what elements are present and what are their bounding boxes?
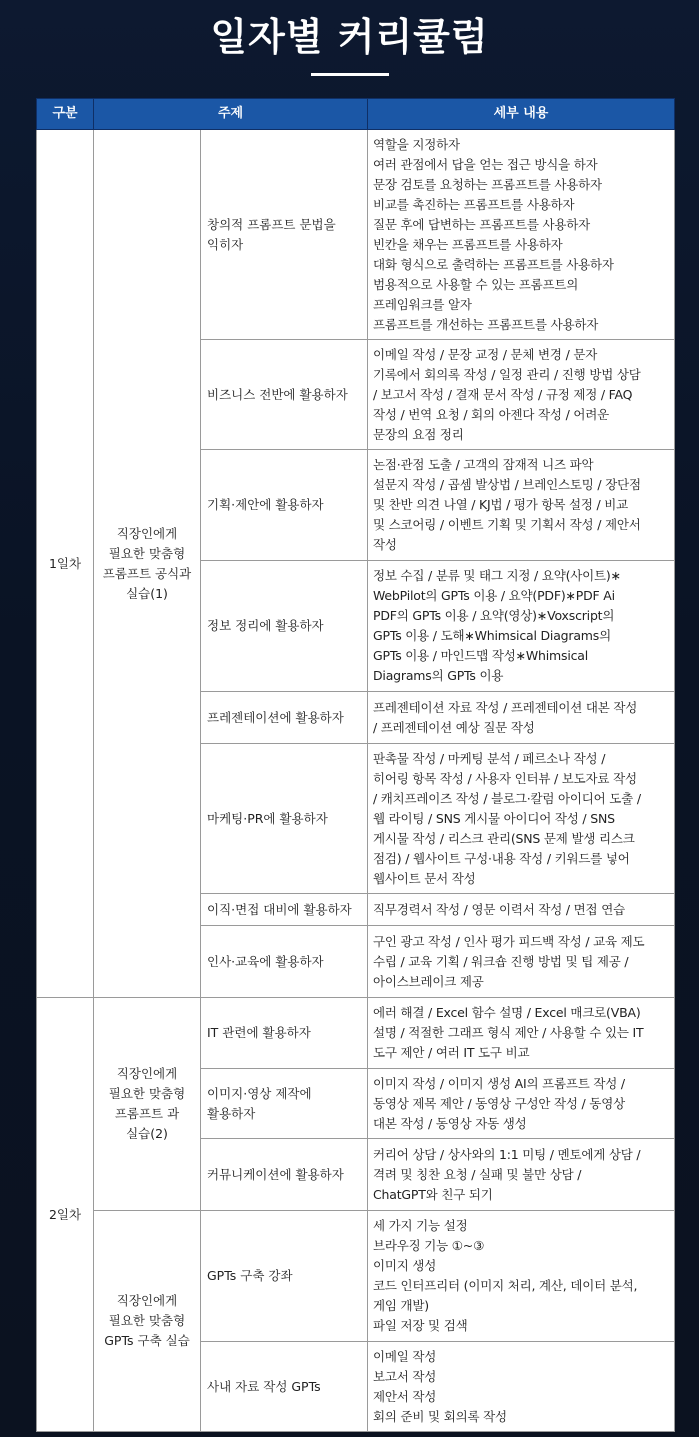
topic-cell: 창의적 프롬프트 문법을 익히자 <box>201 130 368 340</box>
detail-cell: 이메일 작성 보고서 작성 제안서 작성 회의 준비 및 회의록 작성 <box>368 1342 675 1432</box>
topic-cell: 이직·면접 대비에 활용하자 <box>201 894 368 926</box>
detail-cell: 이메일 작성 / 문장 교정 / 문체 변경 / 문자 기록에서 회의록 작성 / 일정 관리 / 진행 방법 상담 / 보고서 작성 / 결재 문서 작성 / 규정 제정 / FAQ 작성 / 번역 요청 / 회의 아젠다 작성 / 어려운 문장의 요점 정리 <box>368 340 675 450</box>
header-topic: 주제 <box>94 99 368 130</box>
detail-cell: 직무경력서 작성 / 영문 이력서 작성 / 면접 연습 <box>368 894 675 926</box>
detail-cell: 이미지 작성 / 이미지 생성 AI의 프롬프트 작성 / 동영상 제목 제안 / 동영상 구성안 작성 / 동영상 대본 작성 / 동영상 자동 생성 <box>368 1069 675 1139</box>
day-cell: 1일차 <box>37 130 94 998</box>
detail-cell: 프레젠테이션 자료 작성 / 프레젠테이션 대본 작성 / 프레젠테이션 예상 질문 작성 <box>368 692 675 744</box>
topic-cell: 마케팅·PR에 활용하자 <box>201 744 368 894</box>
category-cell: 직장인에게 필요한 맞춤형 프롬프트 공식과 실습(1) <box>94 130 201 998</box>
table-header-row <box>37 99 675 130</box>
table-row <box>37 130 675 340</box>
topic-cell: 정보 정리에 활용하자 <box>201 561 368 692</box>
header-detail: 세부 내용 <box>368 99 675 130</box>
topic-cell: 프레젠테이션에 활용하자 <box>201 692 368 744</box>
detail-cell: 구인 광고 작성 / 인사 평가 피드백 작성 / 교육 제도 수립 / 교육 기획 / 워크숍 진행 방법 및 팁 제공 / 아이스브레이크 제공 <box>368 926 675 998</box>
topic-cell: 이미지·영상 제작에 활용하자 <box>201 1069 368 1139</box>
title-underline <box>311 73 389 76</box>
category-cell: 직장인에게 필요한 맞춤형 프롬프트 과 실습(2) <box>94 998 201 1211</box>
topic-cell: 인사·교육에 활용하자 <box>201 926 368 998</box>
header-group: 구분 <box>37 99 94 130</box>
topic-cell: 기획·제안에 활용하자 <box>201 450 368 561</box>
detail-cell: 커리어 상담 / 상사와의 1:1 미팅 / 멘토에게 상담 / 격려 및 칭찬 요청 / 실패 및 불만 상담 / ChatGPT와 친구 되기 <box>368 1139 675 1211</box>
page-title: 일자별 커리큘럼 <box>210 15 489 59</box>
detail-cell: 판촉물 작성 / 마케팅 분석 / 페르소나 작성 / 히어링 항목 작성 / 사용자 인터뷰 / 보도자료 작성 / 캐치프레이즈 작성 / 블로그·칼럼 아이디어 도출 / 웹 라이팅 / SNS 게시물 아이디어 작성 / SNS 게시물 작성 / 리스크 관리(SNS 문제 발생 리스크 점검) / 웹사이트 구성·내용 작성 / 키워드를 넣어 웹사이트 문서 작성 <box>368 744 675 894</box>
detail-cell: 정보 수집 / 분류 및 태그 지정 / 요약(사이트)∗ WebPilot의 GPTs 이용 / 요약(PDF)∗PDF Ai PDF의 GPTs 이용 / 요약(영상)∗Voxscript의 GPTs 이용 / 도해∗Whimsical Diagrams의 GPTs 이용 / 마인드맵 작성∗Whimsical Diagrams의 GPTs 이용 <box>368 561 675 692</box>
category-cell: 직장인에게 필요한 맞춤형 GPTs 구축 실습 <box>94 1211 201 1432</box>
table-row <box>37 1211 675 1342</box>
detail-cell: 논점·관점 도출 / 고객의 잠재적 니즈 파악 설문지 작성 / 곱셈 발상법 / 브레인스토밍 / 장단점 및 찬반 의견 나열 / KJ법 / 평가 항목 설정 / 비교 및 스코어링 / 이벤트 기획 및 기획서 작성 / 제안서 작성 <box>368 450 675 561</box>
detail-cell: 역할을 지정하자 여러 관점에서 답을 얻는 접근 방식을 하자 문장 검토를 요청하는 프롬프트를 사용하자 비교를 촉진하는 프롬프트를 사용하자 질문 후에 답변하는 프롬프트를 사용하자 빈칸을 채우는 프롬프트를 사용하자 대화 형식으로 출력하는 프롬프트를 사용하자 범용적으로 사용할 수 있는 프롬프트의 프레임워크를 알자 프롬프트를 개선하는 프롬프트를 사용하자 <box>368 130 675 340</box>
topic-cell: 사내 자료 작성 GPTs <box>201 1342 368 1432</box>
curriculum-table <box>36 98 675 1432</box>
table-row <box>37 998 675 1069</box>
topic-cell: IT 관련에 활용하자 <box>201 998 368 1069</box>
topic-cell: GPTs 구축 강좌 <box>201 1211 368 1342</box>
detail-cell: 에러 해결 / Excel 함수 설명 / Excel 매크로(VBA) 설명 / 적절한 그래프 형식 제안 / 사용할 수 있는 IT 도구 제안 / 여러 IT 도구 비교 <box>368 998 675 1069</box>
topic-cell: 비즈니스 전반에 활용하자 <box>201 340 368 450</box>
day-cell: 2일차 <box>37 998 94 1432</box>
detail-cell: 세 가지 기능 설정 브라우징 기능 ①~③ 이미지 생성 코드 인터프리터 (이미지 처리, 계산, 데이터 분석, 게임 개발) 파일 저장 및 검색 <box>368 1211 675 1342</box>
topic-cell: 커뮤니케이션에 활용하자 <box>201 1139 368 1211</box>
